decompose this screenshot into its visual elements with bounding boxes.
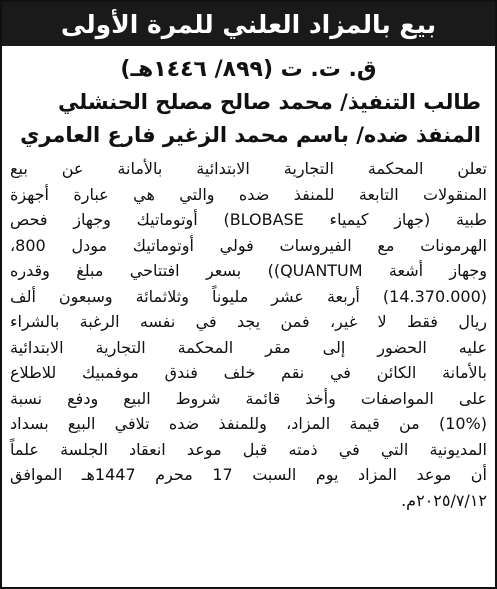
body-line: طبية (جهاز كيمياء BLOBASE) أوتوماتيك وجهاز فحص [10, 210, 487, 229]
body-line: المنقولات التابعة للمنفذ ضده والتي هي عبارة أجهزة [10, 184, 487, 204]
body-line: (14.370.000) أربعة عشر مليوناً وثلاثمائة وسبعون ألف [10, 286, 487, 306]
body-line: بالأمانة الكائن في نقم خلف فندق موفمبيك للاطلاع [10, 363, 487, 382]
body-line: على المواصفات وأخذ قائمة شروط البيع ودفع نسبة [10, 388, 487, 408]
body-line: ٢٠٢٥/٧/١٢م. [401, 490, 487, 510]
body-line: (10%) من قيمة المزاد، وللمنفذ ضده تلافي البيع بسداد [10, 414, 487, 433]
body-line: ريال فقط لا غير، فمن يجد في نفسه الرغبة بالشراء [10, 312, 487, 331]
notice-body [2, 152, 495, 513]
case-reference: ق. ت. ت (٨٩٩/ ١٤٤٦هـ) [120, 57, 377, 82]
body-line: تعلن المحكمة التجارية الابتدائية بالأمانة عن بيع [10, 159, 487, 178]
body-line: الهرمونات مع الفيروسات فولي أوتوماتيك مودل 800، [10, 235, 487, 255]
body-line: عليه الحضور إلى مقر المحكمة التجارية الابتدائية [10, 337, 487, 357]
body-line: أن موعد المزاد يوم السبت 17 محرم 1447هـ الموافق [10, 465, 487, 484]
body-line: المديونية التي في ذمته قبل موعد انعقاد الجلسة علماً [10, 439, 487, 459]
execution-respondent: المنفذ ضده/ باسم محمد الزغير فارع العامري [20, 123, 481, 147]
notice-heading [2, 46, 495, 152]
notice-title: بيع بالمزاد العلني للمرة الأولى [2, 2, 495, 46]
body-line: وجهاز أشعة QUANTUM)) بسعر افتتاحي مبلغ وقدره [10, 261, 487, 280]
execution-applicant: طالب التنفيذ/ محمد صالح مصلح الحنشلي [58, 90, 481, 114]
